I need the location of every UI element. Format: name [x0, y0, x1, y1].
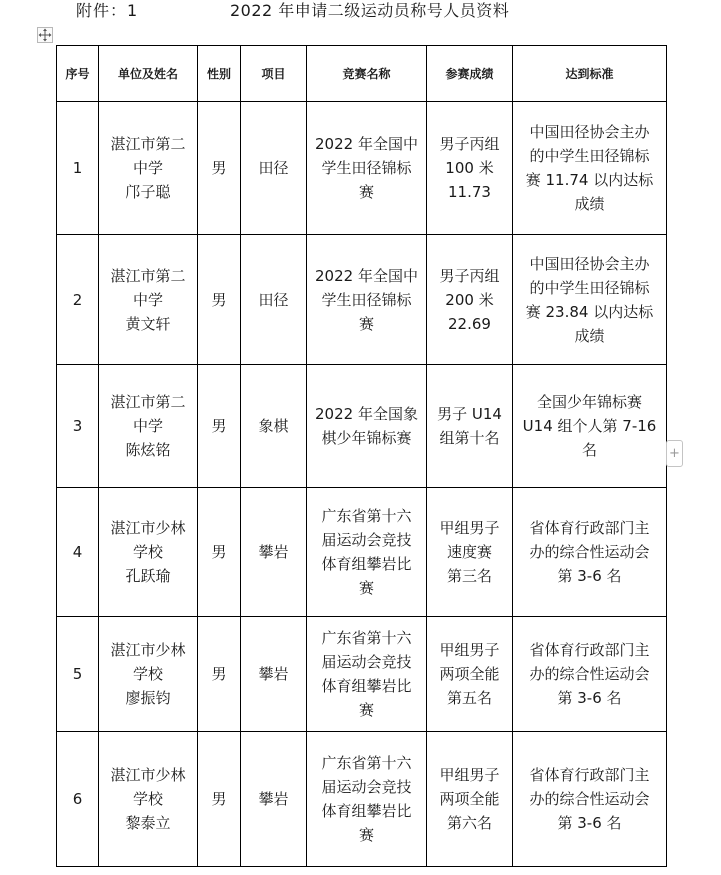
- cell-no: 5: [57, 617, 99, 732]
- table-move-handle[interactable]: [37, 27, 53, 43]
- cell-result-line: 男子 U14: [437, 405, 502, 423]
- athlete-table: [56, 45, 667, 867]
- cell-unit-name-line: 湛江市第二: [110, 135, 186, 153]
- cell-unit-name-line: 黎泰立: [125, 814, 171, 832]
- cell-standard-line: U14 组个人第 7-16: [522, 417, 657, 435]
- cell-competition-line: 届运动会竞技: [321, 778, 412, 796]
- cell-standard-line: 成绩: [574, 326, 605, 345]
- cell-competition: [307, 732, 427, 867]
- cell-competition: [307, 488, 427, 617]
- cell-standard: [513, 235, 667, 365]
- cell-unit-name: [99, 365, 198, 488]
- cell-unit-name-line: 中学: [132, 159, 163, 177]
- column-header-event: 项目: [241, 46, 307, 102]
- cell-result: [427, 488, 513, 617]
- cell-result: [427, 235, 513, 365]
- cell-standard-line: 第 3-6 名: [557, 814, 622, 832]
- cell-result: [427, 617, 513, 732]
- table-row: [57, 617, 667, 732]
- cell-competition-line: 2022 年全国中: [315, 266, 418, 285]
- cell-competition-line: 学生田径锦标: [321, 290, 412, 309]
- cell-unit-name-line: 孔跃瑜: [125, 567, 171, 585]
- cell-standard: [513, 617, 667, 732]
- cell-competition-line: 赛: [358, 314, 374, 333]
- cell-event: 攀岩: [241, 617, 307, 732]
- table-row: [57, 732, 667, 867]
- cell-standard-line: 全国少年锦标赛: [536, 393, 642, 411]
- cell-competition-line: 赛: [358, 183, 374, 201]
- cell-gender: 男: [198, 732, 241, 867]
- cell-result: [427, 365, 513, 488]
- cell-result-line: 甲组男子: [439, 766, 500, 784]
- cell-no: 3: [57, 365, 99, 488]
- cell-result-line: 第三名: [446, 567, 492, 585]
- cell-standard: [513, 365, 667, 488]
- cell-no: 2: [57, 235, 99, 365]
- cell-result: [427, 102, 513, 235]
- cell-competition: [307, 235, 427, 365]
- column-header-competition: 竞赛名称: [307, 46, 427, 102]
- cell-event: 象棋: [241, 365, 307, 488]
- cell-competition-line: 2022 年全国象: [315, 405, 418, 423]
- cell-gender: 男: [198, 235, 241, 365]
- cell-standard-line: 第 3-6 名: [557, 689, 622, 707]
- cell-competition-line: 届运动会竞技: [321, 653, 412, 671]
- cell-unit-name-line: 陈炫铭: [125, 441, 171, 459]
- cell-event: 攀岩: [241, 732, 307, 867]
- cell-competition-line: 广东省第十六: [321, 507, 412, 525]
- cell-unit-name-line: 学校: [132, 790, 163, 808]
- cell-unit-name-line: 中学: [132, 290, 163, 309]
- cell-standard-line: 名: [581, 441, 597, 459]
- cell-unit-name-line: 湛江市少林: [110, 641, 186, 659]
- cell-competition-line: 学生田径锦标: [321, 159, 412, 177]
- cell-result-line: 100 米: [445, 159, 494, 177]
- cell-event: 攀岩: [241, 488, 307, 617]
- cell-competition: [307, 365, 427, 488]
- cell-standard-line: 省体育行政部门主: [529, 641, 650, 659]
- cell-event: 田径: [241, 235, 307, 365]
- cell-standard-line: 办的综合性运动会: [529, 665, 650, 683]
- column-header-unit-name: 单位及姓名: [99, 46, 198, 102]
- column-header-gender: 性别: [198, 46, 241, 102]
- cell-result-line: 男子丙组: [439, 135, 500, 153]
- cell-unit-name: [99, 617, 198, 732]
- cell-unit-name: [99, 732, 198, 867]
- cell-competition-line: 赛: [358, 701, 374, 719]
- cell-standard-line: 赛 23.84 以内达标: [525, 302, 654, 321]
- cell-competition: [307, 617, 427, 732]
- cell-standard-line: 中国田径协会主办: [529, 123, 650, 141]
- cell-unit-name-line: 湛江市少林: [110, 766, 186, 784]
- document-title: 2022 年申请二级运动员称号人员资料: [230, 1, 510, 20]
- cell-result-line: 第五名: [446, 689, 492, 707]
- cell-standard: [513, 488, 667, 617]
- cell-event: 田径: [241, 102, 307, 235]
- cell-competition-line: 2022 年全国中: [315, 135, 418, 153]
- cell-competition-line: 届运动会竞技: [321, 531, 412, 549]
- cell-result-line: 两项全能: [439, 665, 500, 683]
- cell-standard-line: 省体育行政部门主: [529, 519, 650, 537]
- cell-result-line: 两项全能: [439, 790, 500, 808]
- cell-standard-line: 办的综合性运动会: [529, 543, 650, 561]
- attachment-label: 附件：1: [76, 1, 139, 20]
- cell-result-line: 男子丙组: [439, 266, 500, 285]
- cell-competition-line: 体育组攀岩比: [321, 677, 412, 695]
- cell-unit-name-line: 中学: [132, 417, 163, 435]
- cell-unit-name: [99, 488, 198, 617]
- cell-unit-name-line: 湛江市第二: [110, 393, 186, 411]
- cell-unit-name-line: 学校: [132, 543, 163, 561]
- cell-unit-name-line: 廖振钧: [125, 689, 171, 707]
- cell-gender: 男: [198, 617, 241, 732]
- cell-no: 4: [57, 488, 99, 617]
- cell-competition-line: 体育组攀岩比: [321, 802, 412, 820]
- cell-gender: 男: [198, 488, 241, 617]
- cell-competition-line: 棋少年锦标赛: [321, 429, 412, 447]
- cell-result-line: 11.73: [448, 183, 491, 201]
- cell-result-line: 甲组男子: [439, 519, 500, 537]
- table-row: [57, 235, 667, 365]
- cell-standard-line: 办的综合性运动会: [529, 790, 650, 808]
- cell-result-line: 组第十名: [439, 429, 500, 447]
- cell-result-line: 200 米: [445, 290, 494, 309]
- cell-competition-line: 广东省第十六: [321, 754, 412, 772]
- column-header-standard: 达到标准: [513, 46, 667, 102]
- cell-result-line: 甲组男子: [439, 641, 500, 659]
- cell-standard: [513, 732, 667, 867]
- table-header-row: [57, 46, 667, 102]
- cell-no: 6: [57, 732, 99, 867]
- cell-unit-name-line: 邝子聪: [125, 183, 171, 201]
- cell-standard-line: 成绩: [574, 195, 605, 213]
- cell-standard-line: 第 3-6 名: [557, 567, 622, 585]
- cell-unit-name: [99, 102, 198, 235]
- cell-unit-name-line: 学校: [132, 665, 163, 683]
- cell-competition-line: 体育组攀岩比: [321, 555, 412, 573]
- column-header-result: 参赛成绩: [427, 46, 513, 102]
- cell-unit-name-line: 黄文轩: [125, 314, 171, 333]
- cell-no: 1: [57, 102, 99, 235]
- cell-result-line: 第六名: [446, 814, 492, 832]
- cell-result: [427, 732, 513, 867]
- cell-competition-line: 赛: [358, 826, 374, 844]
- cell-standard-line: 的中学生田径锦标: [529, 278, 650, 297]
- cell-standard: [513, 102, 667, 235]
- add-column-button[interactable]: +: [666, 440, 683, 467]
- move-arrows-icon: [38, 28, 52, 42]
- cell-unit-name-line: 湛江市少林: [110, 519, 186, 537]
- column-header-no: 序号: [57, 46, 99, 102]
- cell-gender: 男: [198, 102, 241, 235]
- cell-standard-line: 省体育行政部门主: [529, 766, 650, 784]
- cell-gender: 男: [198, 365, 241, 488]
- table-row: [57, 488, 667, 617]
- cell-standard-line: 的中学生田径锦标: [529, 147, 650, 165]
- cell-competition-line: 广东省第十六: [321, 629, 412, 647]
- cell-result-line: 速度赛: [446, 543, 492, 561]
- document-header: [0, 0, 721, 24]
- cell-competition: [307, 102, 427, 235]
- cell-unit-name: [99, 235, 198, 365]
- table-row: [57, 102, 667, 235]
- table-body: [57, 102, 667, 867]
- cell-result-line: 22.69: [448, 314, 491, 333]
- table-row: [57, 365, 667, 488]
- cell-competition-line: 赛: [358, 579, 374, 597]
- cell-standard-line: 赛 11.74 以内达标: [525, 171, 654, 189]
- cell-unit-name-line: 湛江市第二: [110, 266, 186, 285]
- cell-standard-line: 中国田径协会主办: [529, 254, 650, 273]
